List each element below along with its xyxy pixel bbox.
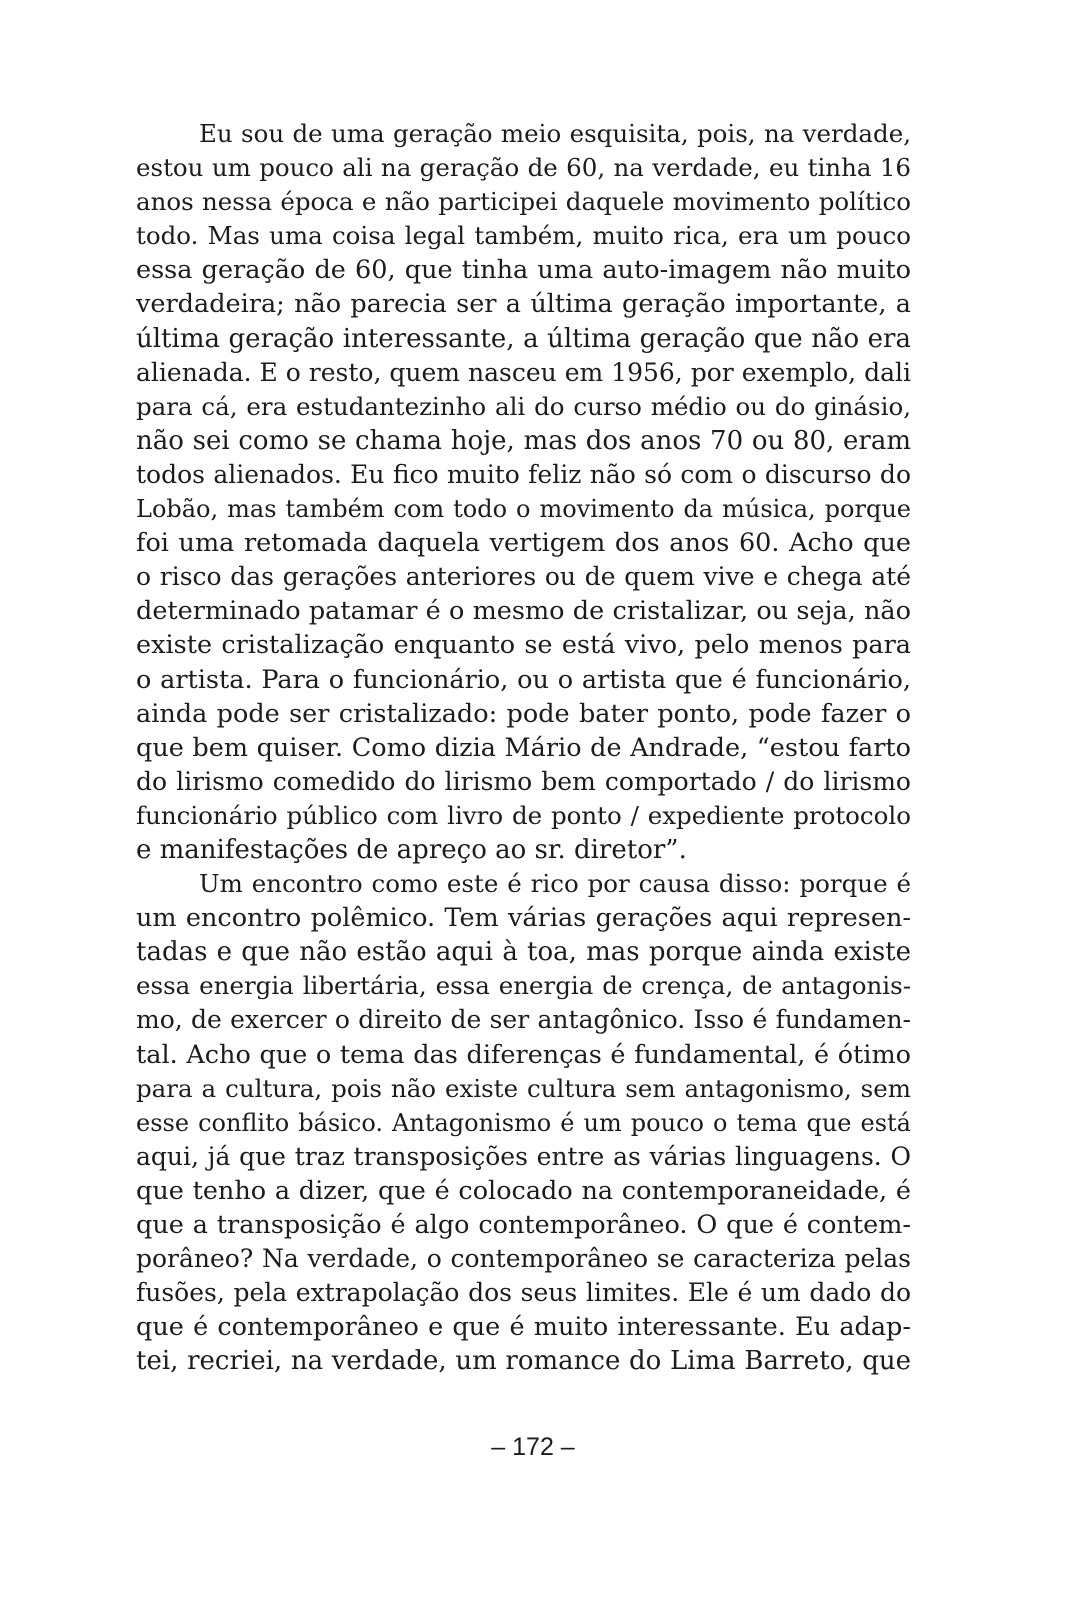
text-line: e manifestações de apreço ao sr. diretor”. bbox=[136, 834, 687, 865]
text-line: última geração interessante, a última geração que não era bbox=[136, 323, 911, 354]
text-line: estou um pouco ali na geração de 60, na verdade, eu tinha 16 bbox=[136, 153, 911, 183]
text-line: que é contemporâneo e que é muito interessante. Eu adap- bbox=[136, 1312, 911, 1343]
text-line: porâneo? Na verdade, o contemporâneo se caracteriza pelas bbox=[136, 1244, 911, 1274]
body-text bbox=[136, 117, 911, 1378]
text-line: mo, de exercer o direito de ser antagônico. Isso é fundamen- bbox=[136, 1005, 911, 1035]
text-line: essa energia libertária, essa energia de crença, de antagonis- bbox=[136, 971, 911, 1001]
text-line: tei, recriei, na verdade, um romance do Lima Barreto, que bbox=[136, 1346, 911, 1377]
text-line: Um encontro como este é rico por causa disso: porque é bbox=[199, 869, 911, 899]
text-line: foi uma retomada daquela vertigem dos anos 60. Acho que bbox=[136, 528, 911, 559]
text-line: esse conflito básico. Antagonismo é um pouco o tema que está bbox=[136, 1108, 911, 1137]
text-line: alienada. E o resto, quem nasceu em 1956, por exemplo, dali bbox=[136, 357, 911, 387]
text-line: não sei como se chama hoje, mas dos anos 70 ou 80, eram bbox=[136, 425, 911, 456]
paragraph-2 bbox=[136, 867, 911, 1378]
text-line: o risco das gerações anteriores ou de quem vive e chega até bbox=[136, 562, 911, 592]
text-line: funcionário público com livro de ponto / expediente protocolo bbox=[136, 800, 911, 830]
text-line: anos nessa época e não participei daquele movimento político bbox=[136, 187, 911, 217]
text-line: ainda pode ser cristalizado: pode bater ponto, pode fazer o bbox=[136, 698, 911, 729]
text-line: Eu sou de uma geração meio esquisita, pois, na verdade, bbox=[199, 119, 911, 148]
text-line: para cá, era estudantezinho ali do curso médio ou do ginásio, bbox=[136, 391, 911, 421]
text-line: do lirismo comedido do lirismo bem comportado / do lirismo bbox=[136, 766, 911, 796]
text-line: tadas e que não estão aqui à toa, mas porque ainda existe bbox=[136, 937, 911, 968]
text-line: aqui, já que traz transposições entre as várias linguagens. O bbox=[136, 1141, 911, 1171]
text-line: essa geração de 60, que tinha uma auto-imagem não muito bbox=[136, 255, 911, 286]
paragraph-1 bbox=[136, 117, 911, 867]
text-line: o artista. Para o funcionário, ou o artista que é funcionário, bbox=[136, 664, 911, 695]
text-line: Lobão, mas também com todo o movimento da música, porque bbox=[136, 495, 911, 524]
text-line: que tenho a dizer, que é colocado na contemporaneidade, é bbox=[136, 1175, 911, 1206]
text-line: que a transposição é algo contemporâneo. O que é contem- bbox=[136, 1210, 911, 1240]
text-line: todos alienados. Eu fico muito feliz não só com o discurso do bbox=[136, 459, 911, 489]
text-line: todo. Mas uma coisa legal também, muito rica, era um pouco bbox=[136, 221, 911, 251]
text-line: para a cultura, pois não existe cultura sem antagonismo, sem bbox=[136, 1073, 911, 1103]
text-line: fusões, pela extrapolação dos seus limites. Ele é um dado do bbox=[136, 1278, 911, 1308]
text-line: um encontro polêmico. Tem várias gerações aqui represen- bbox=[136, 903, 911, 934]
text-line: que bem quiser. Como dizia Mário de Andrade, “estou farto bbox=[136, 732, 911, 763]
text-line: existe cristalização enquanto se está vivo, pelo menos para bbox=[136, 630, 911, 661]
text-line: tal. Acho que o tema das diferenças é fundamental, é ótimo bbox=[136, 1039, 911, 1070]
text-line: determinado patamar é o mesmo de cristalizar, ou seja, não bbox=[136, 596, 911, 627]
text-line: verdadeira; não parecia ser a última geração importante, a bbox=[136, 289, 911, 320]
page-number: – 172 – bbox=[491, 1433, 575, 1461]
